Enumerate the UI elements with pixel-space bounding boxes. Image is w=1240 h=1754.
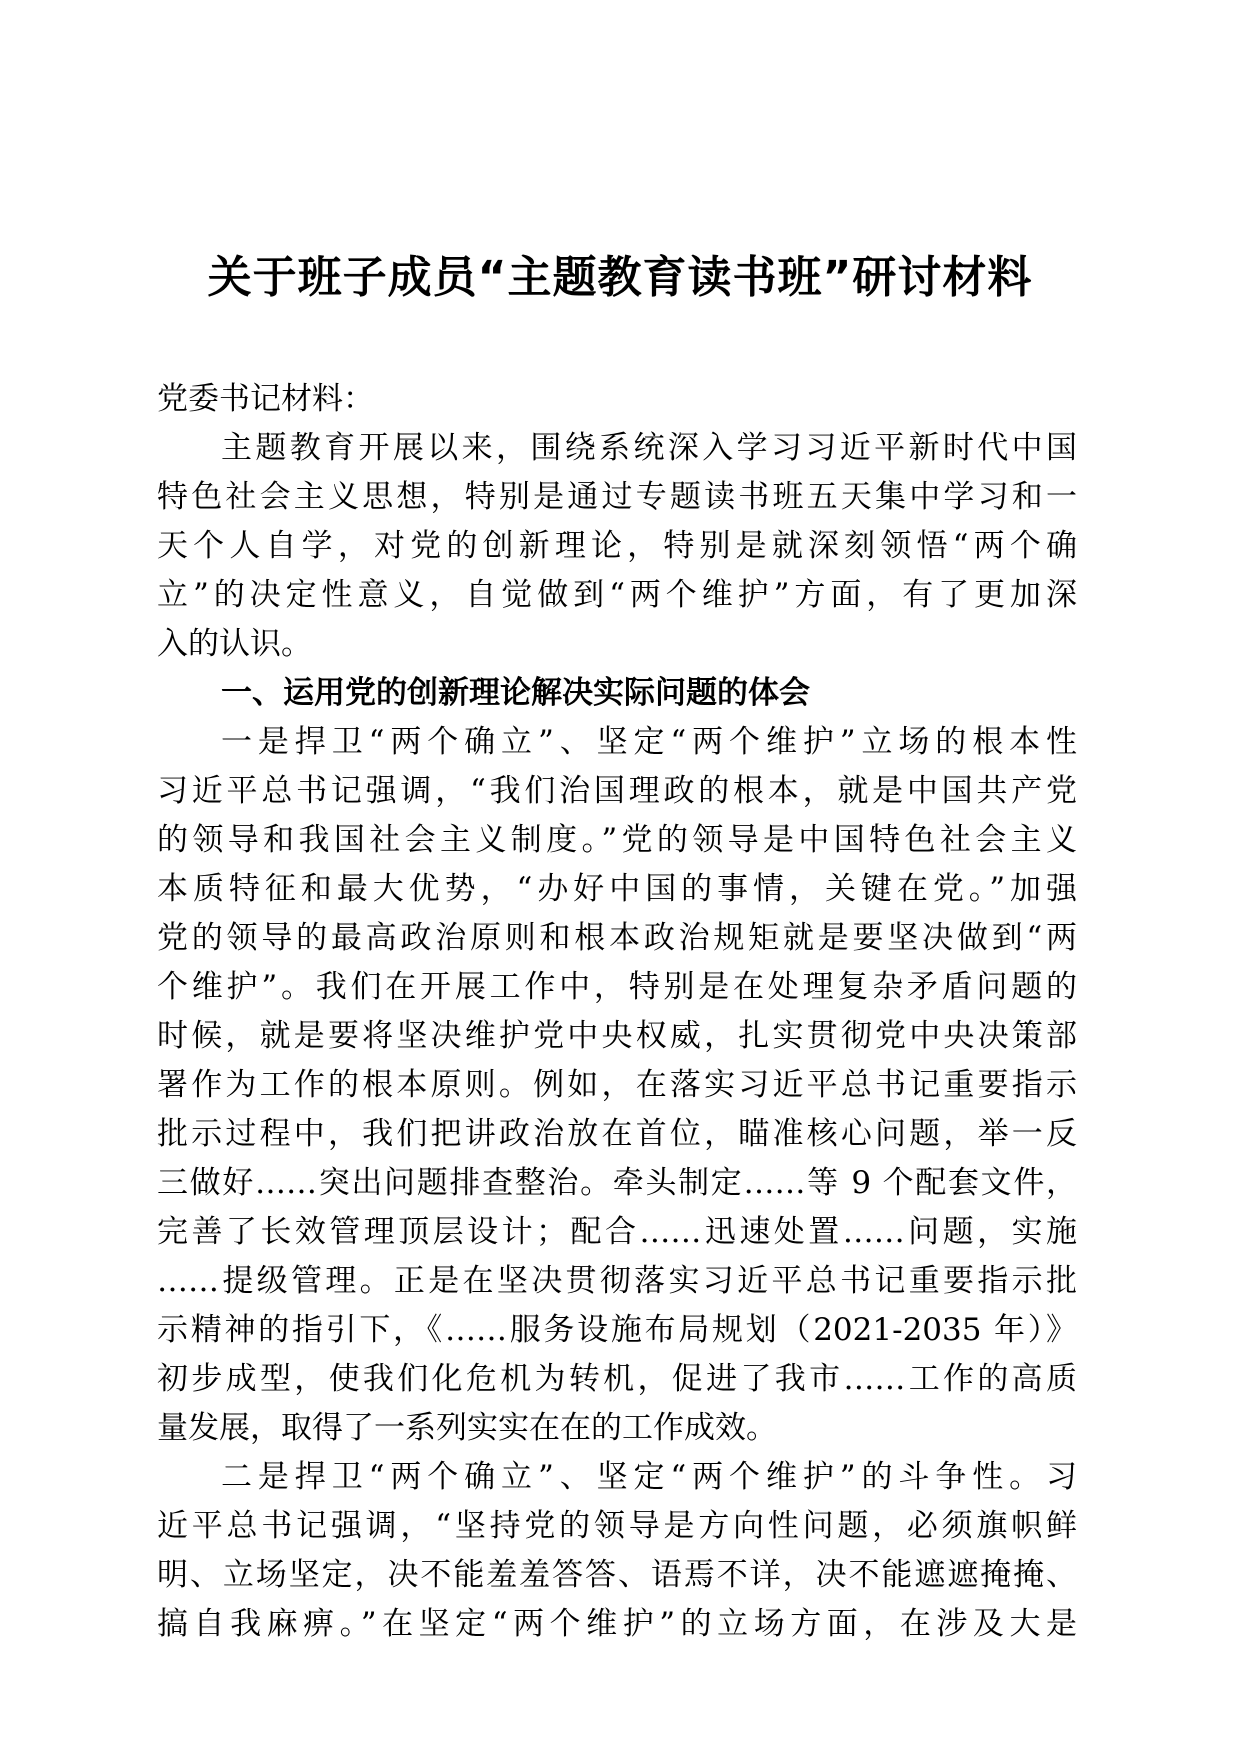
body-line: 主题教育开展以来，围绕系统深入学习习近平新时代中国	[221, 430, 1077, 466]
body-line: 批示过程中，我们把讲政治放在首位，瞄准核心问题，举一反	[157, 1116, 1077, 1152]
body-line: 完善了长效管理顶层设计；配合……迅速处置……问题，实施	[157, 1214, 1077, 1250]
body-line: 特色社会主义思想，特别是通过专题读书班五天集中学习和一	[157, 479, 1077, 515]
body-line: 个维护”。我们在开展工作中，特别是在处理复杂矛盾问题的	[157, 969, 1077, 1005]
body-line: 一是捍卫“两个确立”、坚定“两个维护”立场的根本性	[221, 724, 1077, 760]
body-line: 入的认识。	[157, 626, 312, 662]
body-line: 本质特征和最大优势，“办好中国的事情，关键在党。”加强	[157, 871, 1077, 907]
body-line: 署作为工作的根本原则。例如，在落实习近平总书记重要指示	[157, 1067, 1077, 1103]
body-line: 立”的决定性意义，自觉做到“两个维护”方面，有了更加深	[157, 577, 1077, 613]
body-line: 明、立场坚定，决不能羞羞答答、语焉不详，决不能遮遮掩掩、	[157, 1557, 1077, 1593]
body-line: 量发展，取得了一系列实实在在的工作成效。	[157, 1410, 777, 1446]
body-line: 近平总书记强调，“坚持党的领导是方向性问题，必须旗帜鲜	[157, 1508, 1077, 1544]
body-line: 示精神的指引下，《……服务设施布局规划（2021-2035 年）》	[157, 1312, 1077, 1348]
body-line: 搞自我麻痹。”在坚定“两个维护”的立场方面，在涉及大是	[157, 1606, 1077, 1642]
body-line: 三做好……突出问题排查整治。牵头制定……等 9 个配套文件，	[157, 1165, 1077, 1201]
body-line: 初步成型，使我们化危机为转机，促进了我市……工作的高质	[157, 1361, 1077, 1397]
body-line: ……提级管理。正是在坚决贯彻落实习近平总书记重要指示批	[157, 1263, 1077, 1299]
body-line: 的领导和我国社会主义制度。”党的领导是中国特色社会主义	[157, 822, 1077, 858]
body-line: 党的领导的最高政治原则和根本政治规矩就是要坚决做到“两	[157, 920, 1077, 956]
body-line: 二是捍卫“两个确立”、坚定“两个维护”的斗争性。习	[221, 1459, 1077, 1495]
body-line: 天个人自学，对党的创新理论，特别是就深刻领悟“两个确	[157, 528, 1077, 564]
salutation-line: 党委书记材料：	[157, 381, 374, 417]
document-title: 关于班子成员“主题教育读书班”研讨材料	[207, 252, 1033, 303]
body-line: 习近平总书记强调，“我们治国理政的根本，就是中国共产党	[157, 773, 1077, 809]
body-line: 时候，就是要将坚决维护党中央权威，扎实贯彻党中央决策部	[157, 1018, 1077, 1054]
section-heading: 一、运用党的创新理论解决实际问题的体会	[221, 675, 810, 711]
